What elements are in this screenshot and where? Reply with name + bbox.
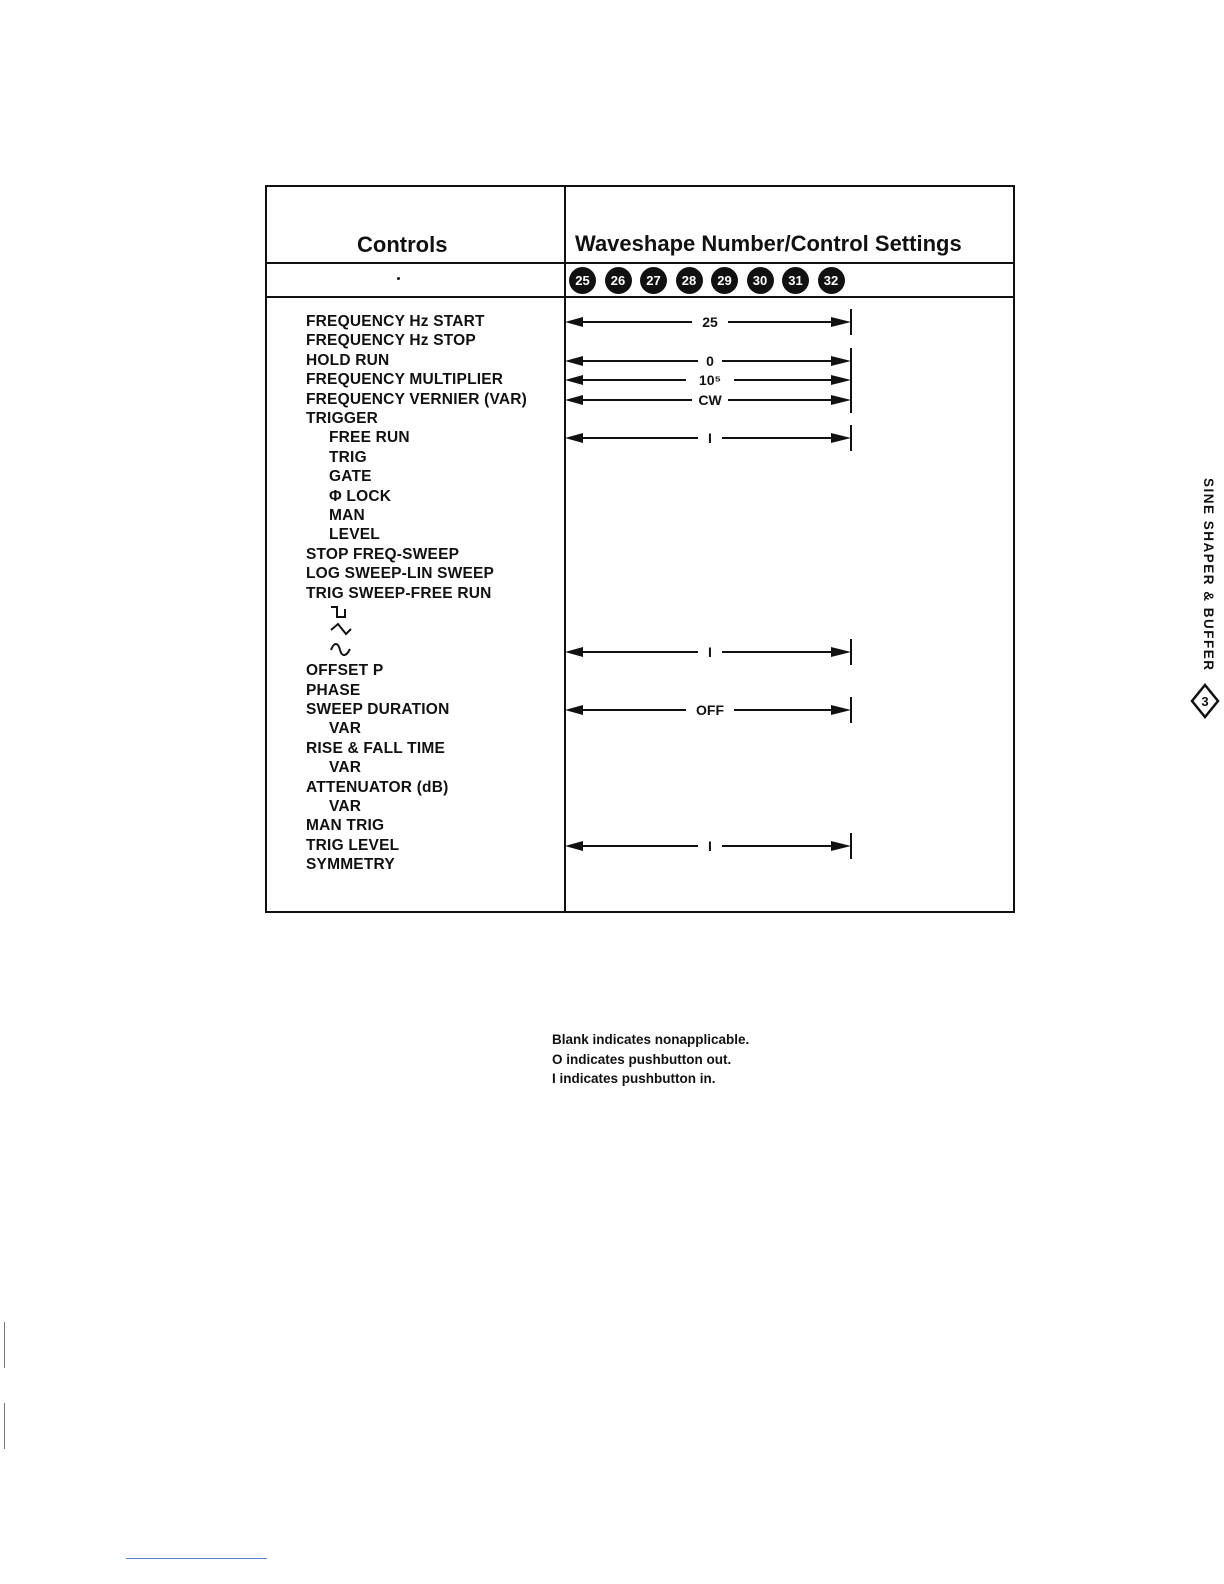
waveshape-number-badge: 25 — [569, 267, 596, 294]
control-label: PHASE — [306, 681, 361, 699]
side-tab — [1196, 478, 1218, 709]
setting-value: OFF — [696, 702, 724, 718]
setting-arrow — [565, 386, 865, 414]
setting-value: I — [708, 430, 712, 447]
control-label: VAR — [329, 720, 362, 738]
control-label: SWEEP DURATION — [306, 701, 450, 718]
footnote-line: Blank indicates nonapplicable. — [552, 1032, 750, 1047]
triangle-wave-icon — [329, 622, 353, 640]
setting-value: 0 — [706, 352, 714, 369]
waveshape-number-badge: 31 — [782, 267, 809, 294]
bottom-rule — [126, 1558, 267, 1559]
side-tab-text: SINE SHAPER & BUFFER — [1201, 478, 1216, 672]
control-label: TRIG — [329, 448, 367, 466]
side-tab-diamond-icon — [1190, 683, 1220, 719]
control-label: LEVEL — [329, 526, 380, 544]
setting-value: I — [708, 643, 712, 660]
control-label: VAR — [329, 759, 362, 777]
control-label: FREQUENCY VERNIER (VAR) — [306, 390, 528, 408]
control-label: OFFSET P — [306, 662, 384, 680]
scan-mark — [4, 1322, 5, 1368]
waveshape-number-badge: 30 — [747, 267, 774, 294]
setting-value: CW — [698, 391, 722, 408]
control-settings-table — [265, 185, 1015, 913]
dot-mark — [397, 277, 400, 280]
footnote-line: I indicates pushbutton in. — [552, 1071, 716, 1086]
side-tab-number: 3 — [1201, 694, 1209, 709]
waveshape-number-badge: 27 — [640, 267, 667, 294]
control-label: ATTENUATOR (dB) — [306, 778, 449, 796]
numbers-divider — [267, 296, 1013, 298]
sine-wave-icon — [329, 642, 353, 660]
scan-mark — [4, 1403, 5, 1449]
settings-header: Waveshape Number/Control Settings — [575, 231, 962, 256]
control-label: FREQUENCY Hz START — [306, 313, 485, 330]
control-label: HOLD RUN — [306, 351, 390, 369]
control-label: FREQUENCY MULTIPLIER — [306, 371, 504, 389]
setting-value: 25 — [702, 314, 718, 330]
setting-arrow — [565, 424, 865, 452]
control-label: TRIG SWEEP-FREE RUN — [306, 584, 492, 602]
control-label: TRIG LEVEL — [306, 836, 400, 854]
control-label: FREQUENCY Hz STOP — [306, 332, 476, 350]
control-label: STOP FREQ-SWEEP — [306, 545, 460, 563]
footnote-line: O indicates pushbutton out. — [552, 1051, 732, 1067]
control-label: TRIGGER — [306, 410, 379, 427]
control-label: MAN — [329, 507, 365, 524]
controls-header: Controls — [357, 232, 448, 257]
setting-arrow — [565, 308, 865, 336]
square-wave-icon — [329, 603, 353, 621]
setting-arrow — [565, 638, 865, 666]
waveshape-number-badge: 28 — [676, 267, 703, 294]
control-label: MAN TRIG — [306, 817, 385, 835]
control-label: LOG SWEEP-LIN SWEEP — [306, 565, 495, 583]
waveshape-number-badge: 32 — [818, 267, 845, 294]
setting-value: I — [708, 837, 712, 854]
setting-value: 10⁵ — [698, 372, 722, 389]
header-divider — [267, 262, 1013, 264]
control-label: VAR — [329, 798, 362, 815]
control-label: RISE & FALL TIME — [306, 739, 445, 757]
control-label: GATE — [329, 468, 372, 486]
control-label: FREE RUN — [329, 429, 410, 447]
control-label: Φ LOCK — [329, 487, 392, 505]
control-label: SYMMETRY — [306, 856, 395, 874]
waveshape-number-badge: 26 — [605, 267, 632, 294]
setting-arrow — [565, 696, 865, 724]
setting-arrow — [565, 832, 865, 860]
waveshape-number-badge: 29 — [711, 267, 738, 294]
